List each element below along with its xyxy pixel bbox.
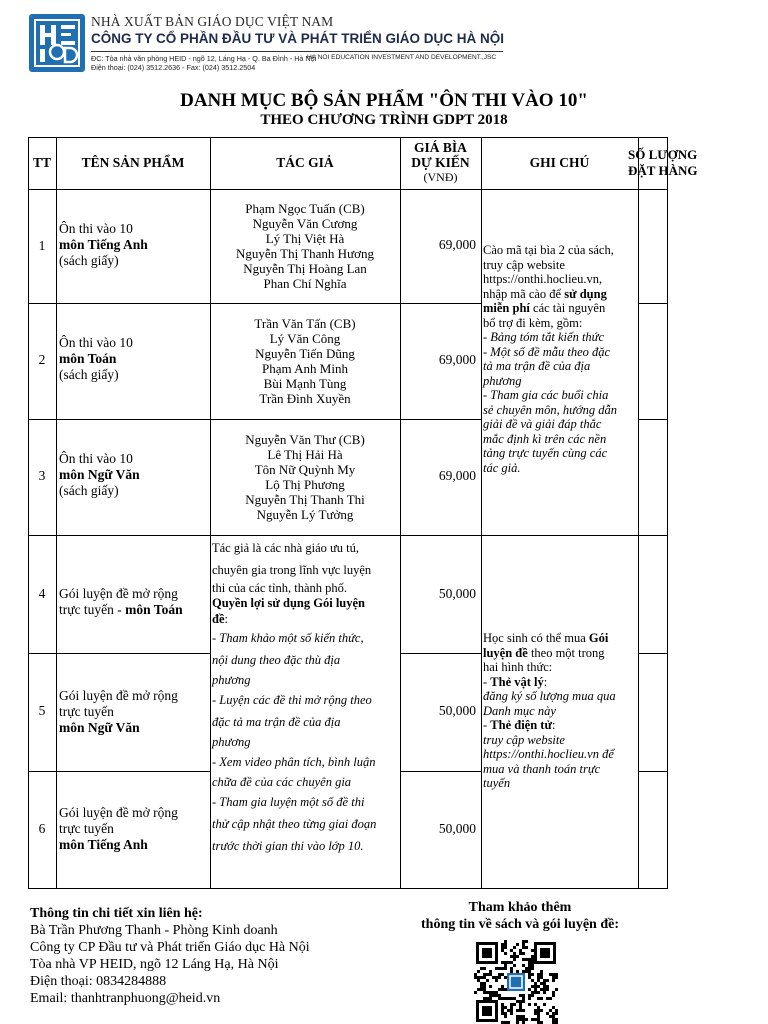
note-line: sẻ chuyên môn, hướng dẫn xyxy=(483,402,617,417)
row3-product xyxy=(59,451,209,499)
online-benefit-line: đặc tả ma trận đề của địa xyxy=(212,715,341,729)
online-benefit-line: phương xyxy=(212,735,251,749)
row2-product-line1: Ôn thi vào 10 xyxy=(59,335,133,350)
online-benefits-heading-end xyxy=(212,611,400,627)
note-line: - Một số đề mẫu theo đặc xyxy=(483,344,611,359)
row-separator xyxy=(400,771,481,772)
note-line: Danh mục này xyxy=(483,703,556,718)
online-benefit-line: chữa đề của các chuyên gia xyxy=(212,775,352,789)
note-line: Cào mã tại bìa 2 của sách, xyxy=(483,243,614,257)
note-line: truy cập website xyxy=(483,732,565,747)
online-note xyxy=(483,631,638,791)
note-line: mua và thanh toán trực xyxy=(483,761,601,776)
note-text: : xyxy=(551,718,556,732)
note-line xyxy=(483,301,638,316)
header-price xyxy=(400,140,481,185)
row3-authors xyxy=(210,432,400,522)
note-text: : xyxy=(543,674,548,689)
row5-product-subject: môn Ngữ Văn xyxy=(59,720,140,735)
online-benefit-line: thử cập nhật theo từng giai đoạn xyxy=(212,817,377,831)
online-benefit-line: - Luyện các đề thi mở rộng theo xyxy=(212,693,372,707)
physical-card-label: Thẻ vật lý xyxy=(490,674,544,689)
online-authors-line: Tác giả là các nhà giáo ưu tú, xyxy=(212,541,359,555)
row-separator xyxy=(400,653,481,654)
note-line xyxy=(483,718,638,733)
note-line: tuyến xyxy=(483,776,511,790)
note-line: tảng trực tuyến cùng các xyxy=(483,446,608,460)
author-name: Lê Thị Hải Hà xyxy=(267,447,343,462)
row4-product-line1: Gói luyện đề mở rộng xyxy=(59,586,178,601)
header-quantity-text xyxy=(628,147,698,179)
online-benefit-line: phương xyxy=(212,673,251,687)
reference-caption xyxy=(395,899,645,933)
author-name: Bùi Mạnh Tùng xyxy=(263,376,347,391)
header-separator xyxy=(28,189,668,190)
row5-product-line1: Gói luyện đề mở rộng xyxy=(59,688,178,703)
row1-authors xyxy=(210,201,400,291)
author-name: Trần Đình Xuyền xyxy=(259,391,351,406)
note-emphasis: sử dụng xyxy=(564,286,607,301)
contact-company: Công ty CP Đầu tư và Phát triển Giáo dục Hà Nội xyxy=(30,940,310,955)
row1-tt: 1 xyxy=(38,238,46,253)
row4-product-subject: môn Toán xyxy=(125,602,183,617)
row6-price: 50,000 xyxy=(438,821,476,836)
header-tt: TT xyxy=(32,155,51,170)
row2-product xyxy=(59,335,209,383)
row6-tt: 6 xyxy=(38,821,46,836)
header-price-line2: DỰ KIẾN xyxy=(411,155,470,170)
note-line: - Bảng tóm tắt kiến thức xyxy=(483,330,605,344)
header-product: TÊN SẢN PHẨM xyxy=(81,155,185,170)
row3-product-subject: môn Ngữ Văn xyxy=(59,467,140,482)
header-quantity-line1: SỐ LƯỢNG xyxy=(628,147,698,162)
contact-email: Email: thanhtranphuong@heid.vn xyxy=(30,991,221,1006)
note-text: - xyxy=(483,718,491,732)
row-separator xyxy=(638,419,668,420)
page-subtitle: THEO CHƯƠNG TRÌNH GDPT 2018 xyxy=(260,112,508,128)
header-note: GHI CHÚ xyxy=(529,155,590,170)
company-phone: Điện thoại: (024) 3512.2636 - Fax: (024) 3512.2504 xyxy=(91,63,256,72)
online-benefit-line: - Xem video phân tích, bình luận xyxy=(212,755,376,769)
row4-product xyxy=(59,586,209,618)
contact-info xyxy=(30,905,310,1007)
row5-product xyxy=(59,688,209,736)
online-authors xyxy=(212,537,400,857)
author-name: Nguyễn Văn Cương xyxy=(252,216,358,231)
row1-product-format: (sách giấy) xyxy=(59,253,119,268)
note-line xyxy=(483,631,638,646)
note-text: Học sinh có thể mua xyxy=(483,631,589,645)
books-note xyxy=(483,243,638,475)
note-line: phương xyxy=(483,373,522,388)
row3-tt: 3 xyxy=(38,468,46,483)
online-authors-line: thi của các tỉnh, thành phố. xyxy=(212,581,348,595)
e-card-label: Thẻ điện tử xyxy=(490,718,552,732)
note-line: giải đề và giải đáp thắc xyxy=(483,417,602,431)
note-text: nhập mã cào để xyxy=(483,286,565,301)
qr-code-icon[interactable] xyxy=(474,940,558,1024)
author-name: Nguyễn Thị Thanh Thi xyxy=(245,492,365,507)
row-separator xyxy=(28,535,668,536)
column-separator xyxy=(56,137,57,889)
company-address: ĐC: Tòa nhà văn phòng HEID - ngõ 12, Láng Hạ - Q. Ba Đình - Hà Nội xyxy=(91,54,317,63)
row2-authors xyxy=(210,316,400,406)
author-name: Phạm Anh Minh xyxy=(262,361,348,376)
author-name: Lý Thị Việt Hà xyxy=(265,231,345,246)
note-line: - Tham gia các buổi chia xyxy=(483,388,609,402)
website-link: https://onthi.hoclieu.vn, xyxy=(483,272,603,286)
row2-product-format: (sách giấy) xyxy=(59,367,119,382)
note-line: tả ma trận đề của địa xyxy=(483,359,591,373)
author-name: Lộ Thị Phương xyxy=(265,477,345,492)
row-separator xyxy=(638,303,668,304)
online-benefit-line: trước thời gian thi vào lớp 10. xyxy=(212,839,364,853)
table-border-top xyxy=(28,137,668,138)
row-separator xyxy=(638,653,668,654)
row4-tt: 4 xyxy=(38,586,46,601)
online-benefit-line: - Tham gia luyện một số đề thi xyxy=(212,795,365,809)
row-separator xyxy=(638,771,668,772)
author-name: Tôn Nữ Quỳnh My xyxy=(254,462,356,477)
heid-logo xyxy=(29,14,85,72)
product-table xyxy=(28,137,698,889)
row1-product xyxy=(59,221,209,269)
reference-line2: thông tin về sách và gói luyện đề: xyxy=(421,917,619,932)
row1-price: 69,000 xyxy=(438,237,476,252)
company-name: CÔNG TY CỔ PHẦN ĐẦU TƯ VÀ PHÁT TRIỂN GIÁO DỤC HÀ NỘI xyxy=(91,31,504,46)
row2-product-subject: môn Toán xyxy=(59,351,117,366)
online-benefits-heading: Quyền lợi sử dụng Gói luyện xyxy=(212,596,366,610)
row3-product-format: (sách giấy) xyxy=(59,483,119,498)
header-author: TÁC GIẢ xyxy=(276,155,334,170)
publisher-name: NHÀ XUẤT BẢN GIÁO DỤC VIỆT NAM xyxy=(91,14,334,29)
author-name: Nguyễn Tiến Dũng xyxy=(255,346,355,361)
author-name: Phan Chí Nghĩa xyxy=(263,276,347,291)
online-benefit-line: - Tham khảo một số kiến thức, xyxy=(212,631,364,645)
table-border-bottom xyxy=(28,888,668,889)
column-separator xyxy=(481,137,482,889)
note-text: các tài nguyên xyxy=(529,301,606,315)
note-text: theo một trong xyxy=(527,645,605,660)
online-benefits-heading-word: đề xyxy=(212,612,225,626)
row5-price: 50,000 xyxy=(438,703,476,718)
online-benefit-line: nội dung theo đặc thù địa xyxy=(212,653,341,667)
contact-phone: Điện thoại: 0834284888 xyxy=(30,974,167,989)
note-line: truy cập website xyxy=(483,257,565,272)
author-name: Nguyễn Thị Hoàng Lan xyxy=(243,261,367,276)
contact-address: Tòa nhà VP HEID, ngõ 12 Láng Hạ, Hà Nội xyxy=(30,957,279,972)
row2-price: 69,000 xyxy=(438,352,476,367)
row6-product-type: trực tuyến xyxy=(59,821,114,836)
note-emphasis: miễn phí xyxy=(483,301,530,315)
note-line: hai hình thức: xyxy=(483,660,553,674)
note-line xyxy=(483,646,638,661)
row1-product-subject: môn Tiếng Anh xyxy=(59,237,148,252)
online-benefits-colon: : xyxy=(224,612,228,626)
row6-product xyxy=(59,805,209,853)
author-name: Nguyễn Thị Thanh Hương xyxy=(235,246,374,261)
row6-product-subject: môn Tiếng Anh xyxy=(59,837,148,852)
contact-person: Bà Trần Phương Thanh - Phòng Kinh doanh xyxy=(30,923,278,938)
online-authors-line: chuyên gia trong lĩnh vực luyện xyxy=(212,563,372,577)
note-line: bổ trợ đi kèm, gồm: xyxy=(483,315,583,330)
header-price-unit: (VNĐ) xyxy=(423,170,458,184)
note-line xyxy=(483,287,638,302)
header-quantity-line2: ĐẶT HÀNG xyxy=(628,163,698,178)
contact-heading: Thông tin chi tiết xin liên hệ: xyxy=(30,906,203,921)
note-emphasis: Gói xyxy=(588,631,609,645)
company-english-name: HA NOI EDUCATION INVESTMENT AND DEVELOPMENT.,JSC xyxy=(307,54,497,61)
row4-price: 50,000 xyxy=(438,586,476,601)
page-title: DANH MỤC BỘ SẢN PHẨM "ÔN THI VÀO 10" xyxy=(180,90,588,111)
row5-tt: 5 xyxy=(38,703,46,718)
note-text: - xyxy=(483,674,491,689)
header-divider xyxy=(91,51,503,52)
column-separator xyxy=(638,137,639,889)
column-separator xyxy=(667,137,668,889)
website-link: https://onthi.hoclieu.vn để xyxy=(483,747,614,761)
row5-product-type: trực tuyến xyxy=(59,704,114,719)
header-price-line1: GIÁ BÌA xyxy=(414,140,467,155)
row6-product-line1: Gói luyện đề mở rộng xyxy=(59,805,178,820)
note-line: tác giả. xyxy=(483,460,521,475)
row1-product-line1: Ôn thi vào 10 xyxy=(59,221,133,236)
author-name: Trần Văn Tấn (CB) xyxy=(254,316,356,331)
author-name: Phạm Ngọc Tuấn (CB) xyxy=(245,201,365,216)
author-name: Lý Văn Công xyxy=(269,331,341,346)
note-emphasis: luyện đề xyxy=(483,645,528,660)
row2-tt: 2 xyxy=(38,352,46,367)
author-name: Nguyễn Lý Tưởng xyxy=(256,507,354,522)
row-separator xyxy=(28,303,481,304)
row4-product-type: trực tuyến - xyxy=(59,602,126,617)
row3-product-line1: Ôn thi vào 10 xyxy=(59,451,133,466)
row-separator xyxy=(28,419,481,420)
note-line xyxy=(483,675,638,690)
reference-line1: Tham khảo thêm xyxy=(468,900,572,915)
row3-price: 69,000 xyxy=(438,468,476,483)
note-line: mắc định kì trên các nền xyxy=(483,431,607,446)
author-name: Nguyễn Văn Thư (CB) xyxy=(245,432,365,447)
note-line: đăng ký số lượng mua qua xyxy=(483,689,616,703)
row4-product-line2 xyxy=(59,602,209,618)
